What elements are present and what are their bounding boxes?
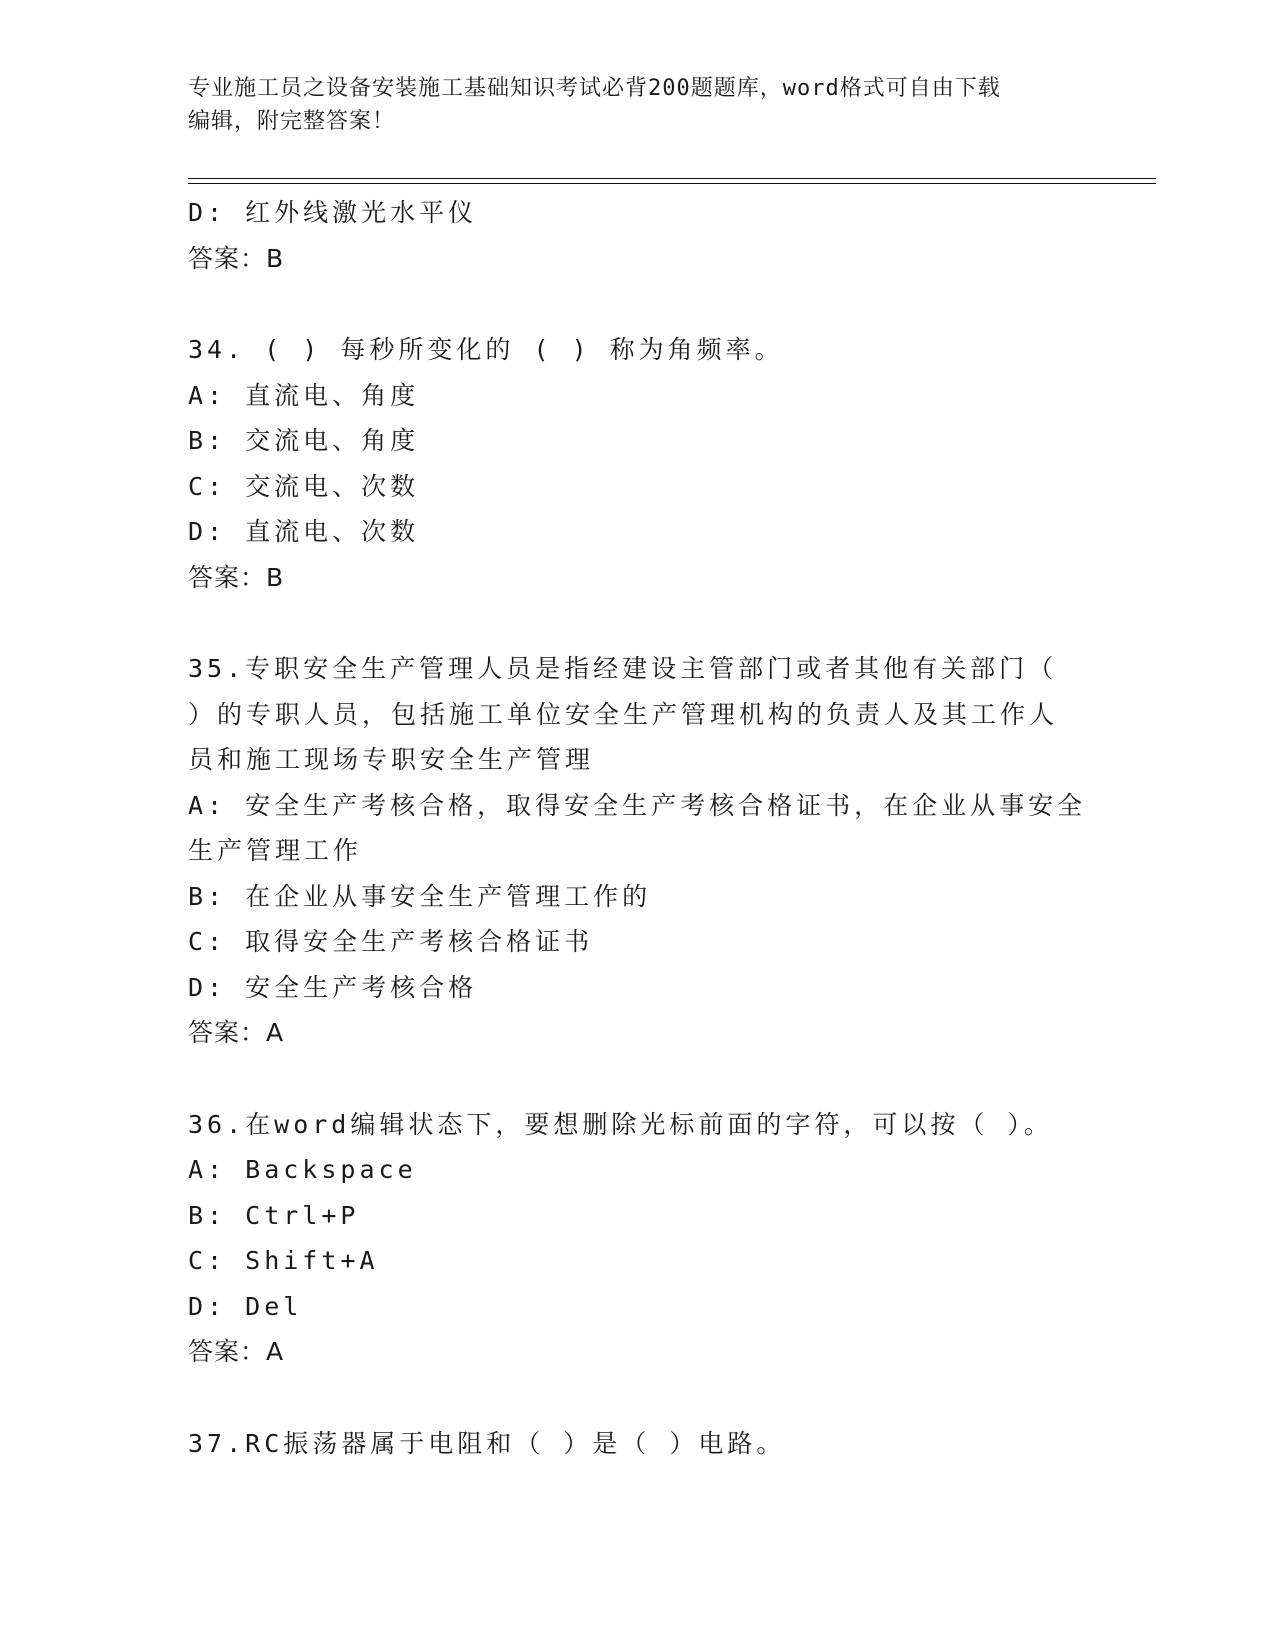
question-answer: 答案：A xyxy=(188,1337,285,1366)
question-37 xyxy=(188,1421,1108,1467)
prev-question-answer: 答案：B xyxy=(188,243,285,273)
question-gap xyxy=(188,1375,1108,1421)
option-d: D: 直流电、次数 xyxy=(188,517,420,546)
option-b: B: 在企业从事安全生产管理工作的 xyxy=(188,881,652,911)
question-34 xyxy=(188,327,1108,600)
option-d: D: 安全生产考核合格 xyxy=(188,972,478,1002)
question-stem-line-3: 员和施工现场专职安全生产管理 xyxy=(188,745,595,774)
option-c: C: 取得安全生产考核合格证书 xyxy=(188,927,594,956)
question-gap xyxy=(188,281,1108,327)
header-divider-top xyxy=(188,178,1156,179)
question-35 xyxy=(188,646,1108,1056)
option-a-line-2: 生产管理工作 xyxy=(188,836,363,865)
option-d: D: Del xyxy=(188,1291,303,1321)
option-b: B: 交流电、角度 xyxy=(188,426,420,455)
page-header xyxy=(188,72,1088,138)
question-list xyxy=(188,190,1108,1466)
question-stem: 37.RC振荡器属于电阻和（ ）是（ ）电路。 xyxy=(188,1428,786,1458)
header-line-1: 专业施工员之设备安装施工基础知识考试必背200题题库，word格式可自由下载 xyxy=(188,76,1001,101)
question-gap xyxy=(188,1056,1108,1102)
question-stem-line-2: ）的专职人员，包括施工单位安全生产管理机构的负责人及其工作人 xyxy=(188,699,1059,729)
option-a: A: Backspace xyxy=(188,1155,417,1184)
question-stem-line-1: 35.专职安全生产管理人员是指经建设主管部门或者其他有关部门（ xyxy=(188,654,1058,683)
question-stem: 34. ( ) 每秒所变化的 ( ) 称为角频率。 xyxy=(188,335,784,364)
option-a-line-1: A: 安全生产考核合格，取得安全生产考核合格证书，在企业从事安全 xyxy=(188,790,1087,820)
question-36 xyxy=(188,1102,1108,1375)
question-stem: 36.在word编辑状态下，要想删除光标前面的字符，可以按（ ）。 xyxy=(188,1109,1053,1139)
question-answer: 答案：A xyxy=(188,1018,285,1047)
option-c: C: 交流电、次数 xyxy=(188,471,420,501)
header-divider-bottom xyxy=(188,183,1156,184)
option-a: A: 直流电、角度 xyxy=(188,380,420,410)
header-line-2: 编辑，附完整答案！ xyxy=(188,109,396,134)
option-b: B: Ctrl+P xyxy=(188,1200,360,1230)
prev-question-option-d: D: 红外线激光水平仪 xyxy=(188,198,478,227)
question-gap xyxy=(188,600,1108,646)
question-answer: 答案：B xyxy=(188,562,285,592)
option-c: C: Shift+A xyxy=(188,1246,379,1275)
